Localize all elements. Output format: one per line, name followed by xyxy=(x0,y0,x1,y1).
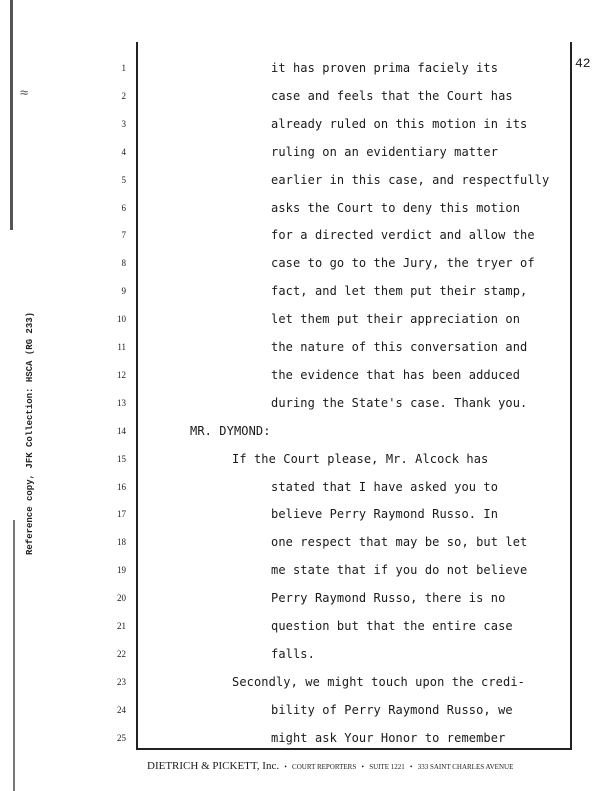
line-number: 10 xyxy=(117,314,126,325)
line-number: 13 xyxy=(117,397,126,408)
footer-service: COURT REPORTERS xyxy=(292,763,357,771)
transcript-line: let them put their appreciation on xyxy=(271,312,521,327)
transcript-line: stated that I have asked you to xyxy=(271,479,499,494)
transcript-line: for a directed verdict and allow the xyxy=(271,228,535,243)
collection-reference-label: Reference copy, JFK Collection: HSCA (RG 233) xyxy=(25,311,35,555)
page-number: 42 xyxy=(575,56,591,71)
line-number: 24 xyxy=(117,704,126,715)
transcript-line: asks the Court to deny this motion xyxy=(271,200,521,215)
transcript-line: one respect that may be so, but let xyxy=(271,535,528,550)
page-footer xyxy=(147,760,567,772)
line-number: 2 xyxy=(121,90,126,101)
line-number: 15 xyxy=(117,453,126,464)
footer-address: 333 SAINT CHARLES AVENUE xyxy=(417,763,514,771)
transcript-line: believe Perry Raymond Russo. In xyxy=(271,507,499,522)
transcript-line: the evidence that has been adduced xyxy=(271,367,521,382)
line-number: 22 xyxy=(117,648,126,659)
line-number: 20 xyxy=(117,593,126,604)
transcript-line: case to go to the Jury, the tryer of xyxy=(271,256,535,271)
line-number: 12 xyxy=(117,369,126,380)
transcript-line: already ruled on this motion in its xyxy=(271,116,528,131)
line-number: 3 xyxy=(121,118,126,129)
footer-separator: • xyxy=(284,763,287,771)
line-number: 11 xyxy=(117,342,126,352)
line-number: 23 xyxy=(117,676,126,687)
line-number: 21 xyxy=(117,621,126,631)
transcript-line: falls. xyxy=(271,646,315,661)
line-number: 1 xyxy=(121,63,126,73)
line-number: 19 xyxy=(117,565,126,576)
transcript-line: me state that if you do not believe xyxy=(271,563,528,578)
transcript-line: Secondly, we might touch upon the credi- xyxy=(232,674,525,689)
speaker-label: MR. DYMOND: xyxy=(190,423,271,438)
footer-suite: SUITE 1221 xyxy=(369,763,405,771)
line-number: 7 xyxy=(121,230,126,241)
transcript-line: earlier in this case, and respectfully xyxy=(271,172,550,187)
transcript-line: might ask Your Honor to remember xyxy=(271,730,506,745)
line-number: 4 xyxy=(121,146,126,157)
scan-edge-mark-lower xyxy=(13,520,15,791)
line-number: 16 xyxy=(117,481,126,492)
hole-punch-mark: ≈ xyxy=(20,85,29,101)
transcript-line: the nature of this conversation and xyxy=(271,340,528,354)
footer-firm: DIETRICH & PICKETT, Inc. xyxy=(147,760,280,772)
line-number: 9 xyxy=(121,286,126,297)
transcript-line: case and feels that the Court has xyxy=(271,88,513,103)
line-number: 6 xyxy=(121,202,126,213)
line-number: 25 xyxy=(117,732,126,743)
transcript-line: it has proven prima faciely its xyxy=(271,61,499,75)
line-number: 18 xyxy=(117,537,126,548)
transcript-line: bility of Perry Raymond Russo, we xyxy=(271,702,513,717)
footer-separator: • xyxy=(410,763,413,771)
transcript-line: question but that the entire case xyxy=(271,619,513,633)
line-number: 8 xyxy=(121,258,126,269)
scan-edge-mark xyxy=(10,0,13,230)
transcript-line: during the State's case. Thank you. xyxy=(271,395,528,410)
line-number: 14 xyxy=(117,425,126,436)
transcript-line: Perry Raymond Russo, there is no xyxy=(271,591,506,606)
transcript-line: If the Court please, Mr. Alcock has xyxy=(232,451,489,466)
line-number: 5 xyxy=(121,174,126,185)
transcript-line: fact, and let them put their stamp, xyxy=(271,284,528,299)
transcript-line: ruling on an evidentiary matter xyxy=(271,144,499,159)
line-number: 17 xyxy=(117,509,126,520)
footer-separator: • xyxy=(361,763,364,771)
